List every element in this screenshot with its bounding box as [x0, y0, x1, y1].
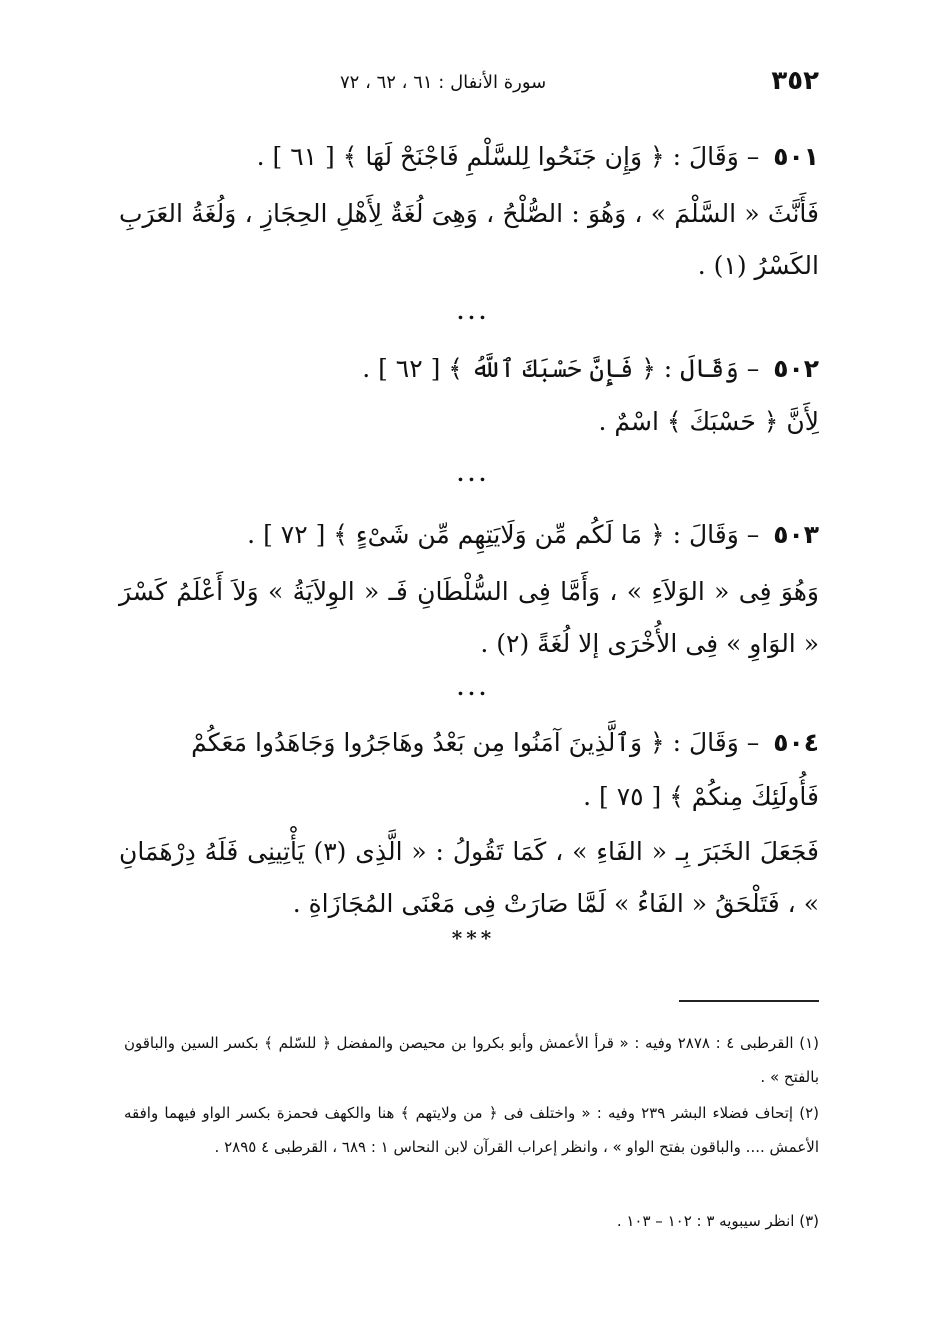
- entry-heading: [119, 128, 819, 186]
- entry-heading-text: – وَقَالَ : ﴿ وَإِن جَنَحُوا لِلسَّلْمِ فَاجْنَحْ لَهَا ﴾ [ ٦١ ] .: [256, 142, 760, 171]
- entry-number: ٥٠١: [773, 142, 819, 171]
- entry-heading: [119, 506, 819, 564]
- entry-heading: [119, 716, 819, 824]
- entry-body: وَهُوَ فِى « الوَلاَءِ » ، وَأَمَّا فِى السُّلْطَانِ فَـ « الوِلاَيَةُ » وَلاَ أَعْلَمُ كَسْرَ « الوَاوِ » فِى الأُخْرَى إلا لُغَةً (٢) .: [119, 577, 819, 658]
- footnote: (١) القرطبى ٤ : ٢٨٧٨ وفيه : « قرأ الأعمش وأبو بكروا بن محيصن والمفضل ﴿ للسّلم ﴾ بكسر السين والباقون بالفتح » .: [124, 1034, 820, 1086]
- section-separator: ...: [457, 462, 490, 486]
- entry-body: فَجَعَلَ الخَبَرَ بِـ « الفَاءِ » ، كَمَا تَقُولُ : « الَّذِى (٣) يَأْتِينِى فَلَهُ دِرْهَمَانِ » ، فَتَلْحَقُ « الفَاءُ » لَمَّا صَارَتْ فِى مَعْنَى المُجَازَاةِ .: [119, 837, 819, 918]
- entry-number: ٥٠٣: [773, 520, 819, 549]
- entry-heading: [119, 340, 819, 398]
- entry-number: ٥٠٤: [773, 728, 819, 757]
- entry-heading-text: – وَقَالَ : ﴿ وَٱلَّذِينَ آمَنُوا مِن بَعْدُ وهَاجَرُوا وَجَاهَدُوا مَعَكُمْ فَأُولَئِكَ مِنكُمْ ﴾ [ ٧٥ ] .: [191, 728, 819, 811]
- footnote-rule: [679, 1000, 819, 1002]
- entry-heading-text: – وَقَالَ : ﴿ مَا لَكُم مِّن وَلَايَتِهِم مِّن شَىْءٍ ﴾ [ ٧٢ ] .: [247, 520, 760, 549]
- entry-number: ٥٠٢: [773, 354, 819, 383]
- entry-heading-text: – وَقَالَ : ﴿ فَإِنَّ حَسْبَكَ ٱللَّهُ ﴾ [ ٦٢ ] .: [362, 354, 760, 383]
- section-separator: ...: [457, 676, 490, 700]
- entry-body: فَأَنَّثَ « السَّلْمَ » ، وَهُوَ : الصُّلْحُ ، وَهِىَ لُغَةٌ لِأَهْلِ الحِجَازِ ، وَلُغَةُ العَرَبِ الكَسْرُ (١) .: [119, 199, 819, 280]
- footnote: (٣) انظر سيبويه ٣ : ١٠٢ – ١٠٣ .: [616, 1212, 819, 1230]
- entry-body: لِأَنَّ ﴿ حَسْبَكَ ﴾ اسْمٌ .: [598, 407, 819, 436]
- page-number: ٣٥٢: [771, 66, 819, 96]
- footnote: (٢) إتحاف فضلاء البشر ٢٣٩ وفيه : « واختلف فى ﴿ من ولايتهم ﴾ هنا والكهف فحمزة بكسر الواو فيهما وافقه الأعمش .... والباقون بفتح الواو » ، وانظر إعراب القرآن لابن النحاس ١ : ٦٨٩ ، القرطبى ٤ ٢٨٩٥ .: [124, 1104, 819, 1156]
- section-separator: ...: [457, 300, 490, 324]
- end-separator: ***: [451, 926, 496, 950]
- running-header: سورة الأنفال : ٦١ ، ٦٢ ، ٧٢: [340, 72, 547, 93]
